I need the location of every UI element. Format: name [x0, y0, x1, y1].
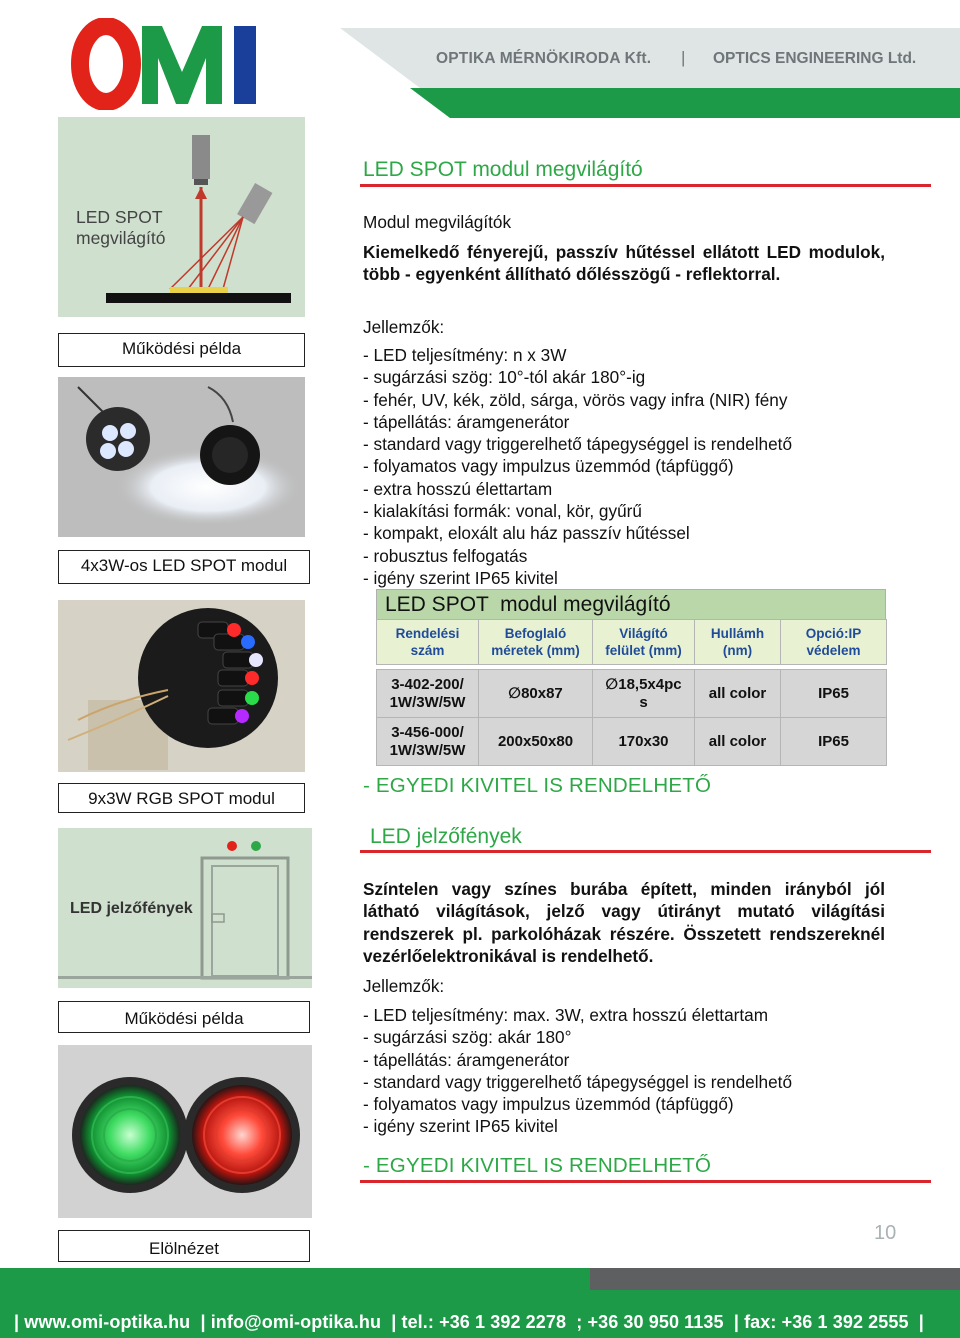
company-name-hu: OPTIKA MÉRNÖKIRODA Kft. [436, 50, 652, 67]
section2-intro: Színtelen vagy színes burába épített, minden irányból jól látható világítások, jelző vagy útirányt mutató világítási rendszerek pl. parkolóházak részére. Összetett rendszereknél vezérlőelektronikával is rendelhető. [363, 879, 885, 966]
cell-emitting-area: 170x30 [593, 718, 695, 766]
caption-working-example: Működési példa [58, 333, 305, 367]
table-row [377, 718, 887, 766]
section2-custom-note: - EGYEDI KIVITEL IS RENDELHETŐ [363, 1154, 712, 1177]
feature-item: - extra hosszú élettartam [363, 478, 553, 499]
diagram-label-line1: LED SPOT [76, 207, 163, 227]
cell-order-number: 3-456-000/ 1W/3W/5W [377, 718, 479, 766]
company-name-en: OPTICS ENGINEERING Ltd. [713, 50, 917, 67]
feature-item: - igény szerint IP65 kivitel [363, 567, 558, 588]
caption-4x3w-module: 4x3W-os LED SPOT modul [58, 550, 310, 584]
caption-front-view: Elölnézet [58, 1230, 310, 1262]
cell-ip-rating: IP65 [781, 718, 887, 766]
spec-table [376, 589, 886, 766]
feature-item: - tápellátás: áramgenerátor [363, 411, 570, 432]
feature-item: - standard vagy triggerelhető tápegységgel is rendelhető [363, 1071, 793, 1092]
cell-wavelength: all color [695, 718, 781, 766]
photo-signal-lights-front [58, 1045, 312, 1218]
feature-item: - kialakítási formák: vonal, kör, gyűrű [363, 501, 642, 522]
header-band [340, 28, 960, 118]
cell-dimensions: 200x50x80 [479, 718, 593, 766]
feature-item: - fehér, UV, kék, zöld, sárga, vörös vagy infra (NIR) fény [363, 389, 788, 410]
header-separator: | [681, 48, 686, 67]
spec-table-title: LED SPOT modul megvilágító [376, 589, 886, 619]
section1-title: LED SPOT modul megvilágító [363, 158, 643, 181]
section2-feature-list [363, 1004, 792, 1138]
table-row [377, 670, 887, 718]
header-cell: Hullámh (nm) [695, 620, 781, 665]
feature-item: - igény szerint IP65 kivitel [363, 1116, 558, 1137]
feature-item: - sugárzási szög: 10°-tól akár 180°-ig [363, 367, 646, 388]
section1-features-label: Jellemzők: [363, 317, 445, 337]
cell-ip-rating: IP65 [781, 670, 887, 718]
footer-bar-accent [0, 1268, 590, 1290]
header-cell: Világító felület (mm) [593, 620, 695, 665]
feature-item: - sugárzási szög: akár 180° [363, 1027, 572, 1048]
cell-emitting-area: ∅18,5x4pc s [593, 670, 695, 718]
header-cell: Rendelési szám [377, 620, 479, 665]
led-signal-lights-diagram [58, 828, 312, 988]
section2-bottom-rule [360, 1180, 931, 1183]
diagram-label-line2: megvilágító [76, 228, 166, 248]
cell-wavelength: all color [695, 670, 781, 718]
photo-4x3w-led-spot [58, 377, 305, 537]
section2-title: LED jelzőfények [370, 825, 522, 848]
cell-order-number: 3-402-200/ 1W/3W/5W [377, 670, 479, 718]
section2-features-label: Jellemzők: [363, 976, 445, 996]
spec-table-grid [376, 619, 887, 766]
header-cell: Befoglaló méretek (mm) [479, 620, 593, 665]
section2-rule [360, 850, 931, 853]
table-header-row [377, 620, 887, 665]
led-spot-diagram [58, 117, 305, 317]
page-number: 10 [874, 1222, 897, 1244]
feature-item: - kompakt, eloxált alu ház passzív hűtéssel [363, 523, 690, 544]
feature-item: - folyamatos vagy impulzus üzemmód (tápfüggő) [363, 1094, 734, 1115]
feature-item: - LED teljesítmény: n x 3W [363, 345, 567, 365]
caption-working-example-2: Működési példa [58, 1001, 310, 1033]
feature-item: - folyamatos vagy impulzus üzemmód (tápfüggő) [363, 456, 734, 477]
feature-item: - LED teljesítmény: max. 3W, extra hosszú élettartam [363, 1005, 769, 1025]
section1-custom-note: - EGYEDI KIVITEL IS RENDELHETŐ [363, 774, 712, 797]
footer-contact-line: | www.omi-optika.hu | info@omi-optika.hu | tel.: +36 1 392 2278 ; +36 30 950 1135 | fax: +36 1 392 2555 | [14, 1312, 924, 1332]
signal-diagram-label: LED jelzőfények [70, 900, 193, 917]
feature-item: - standard vagy triggerelhető tápegységgel is rendelhető [363, 434, 793, 455]
feature-item: - robusztus felfogatás [363, 545, 528, 566]
feature-item: - tápellátás: áramgenerátor [363, 1049, 570, 1070]
header-cell: Opció:IP védelem [781, 620, 887, 665]
caption-9x3w-rgb-module: 9x3W RGB SPOT modul [58, 783, 305, 813]
section1-rule [360, 184, 931, 187]
cell-dimensions: ∅80x87 [479, 670, 593, 718]
section1-intro: Kiemelkedő fényerejű, passzív hűtéssel ellátott LED modulok, több - egyenként állítható dőlésszögű - reflektorral. [363, 242, 885, 285]
photo-9x3w-rgb-spot [58, 600, 305, 772]
section1-subtitle: Modul megvilágítók [363, 212, 512, 232]
section1-feature-list [363, 344, 792, 589]
omi-logo [70, 18, 270, 110]
